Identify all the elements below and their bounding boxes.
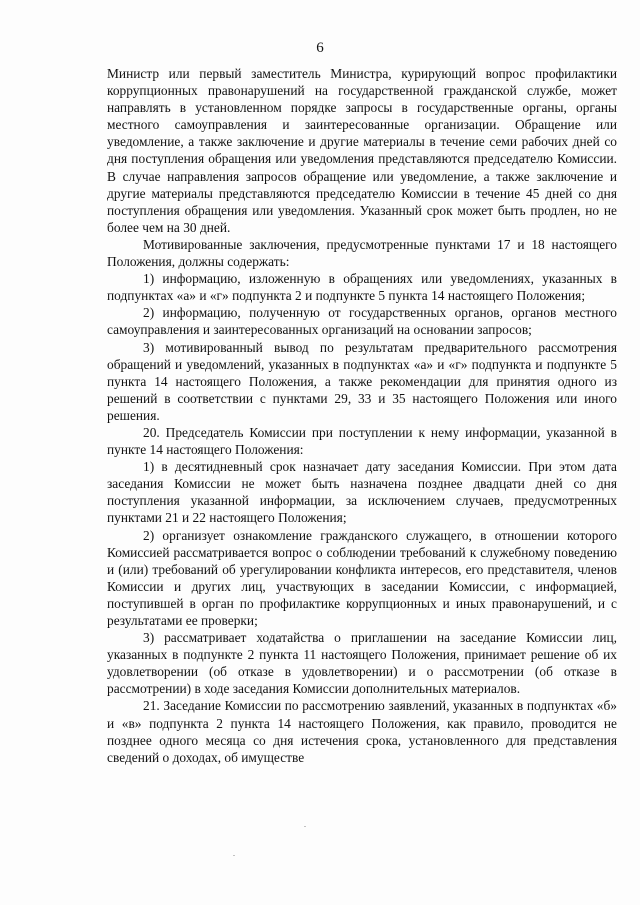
list-item-3: 3) мотивированный вывод по результатам предварительного рассмотрения обращений и уведомлений, указанных в подпунктах «а» и «г» подпункта и подпункте 5 пункта 14 настоящего Положения, а также рекомендации для принятия одного из решений в соответствии с пунктами 29, 33 и 35 настоящего Положения или иного решения. xyxy=(107,339,617,423)
paragraph-clause-21: 21. Заседание Комиссии по рассмотрению заявлений, указанных в подпунктах «б» и «в» подпункта 2 пункта 14 настоящего Положения, как правило, проводится не позднее одного месяца со дня истечения срока, установленного для представления сведений о доходах, об имуществе xyxy=(107,698,617,765)
paragraph-continuation: Министр или первый заместитель Министра, курирующий вопрос профилактики коррупционных правонарушений на государственной гражданской службе, может направлять в установленном порядке запросы в государственные органы, органы местного самоуправления и заинтересованные организации. Обращение или уведомление, а также заключение и другие материалы в течение семи рабочих дней со дня поступления обращения или уведомления представляются председателю Комиссии. В случае направления запросов обращение или уведомление, а также заключение и другие материалы представляются председателю Комиссии в течение 45 дней со дня поступления обращения или уведомления. Указанный срок может быть продлен, но не более чем на 30 дней. xyxy=(107,66,617,235)
page-number: 6 xyxy=(316,40,324,56)
document-body xyxy=(107,65,617,766)
list-item-2: 2) информацию, полученную от государственных органов, органов местного самоуправления и заинтересованных организаций на основании запросов; xyxy=(107,305,617,338)
paragraph-reasoned-conclusions: Мотивированные заключения, предусмотренные пунктами 17 и 18 настоящего Положения, должны содержать: xyxy=(107,236,617,270)
scan-speck xyxy=(233,855,235,856)
clause-20-item-2: 2) организует ознакомление гражданского служащего, в отношении которого Комиссией рассматривается вопрос о соблюдении требований к служебному поведению и (или) требований об урегулировании конфликта интересов, его представителя, членов Комиссии и других лиц, участвующих в заседании Комиссии, с информацией, поступившей в орган по профилактике коррупционных и иных правонарушений, и с результатами ее проверки; xyxy=(107,527,617,628)
list-item-1: 1) информацию, изложенную в обращениях или уведомлениях, указанных в подпунктах «а» и «г» подпункта 2 и подпункте 5 пункта 14 настоящего Положения; xyxy=(107,271,617,304)
scan-speck xyxy=(304,826,306,827)
clause-20-item-1: 1) в десятидневный срок назначает дату заседания Комиссии. При этом дата заседания Комиссии не может быть назначена позднее двадцати дней со дня поступления указанной информации, за исключением случаев, предусмотренных пунктами 21 и 22 настоящего Положения; xyxy=(107,459,617,526)
paragraph-clause-20: 20. Председатель Комиссии при поступлении к нему информации, указанной в пункте 14 настоящего Положения: xyxy=(107,424,617,458)
clause-20-item-3: 3) рассматривает ходатайства о приглашении на заседание Комиссии лиц, указанных в подпункте 2 пункта 11 настоящего Положения, принимает решение об их удовлетворении (об отказе в удовлетворении) и о рассмотрении (об отказе в рассмотрении) в ходе заседания Комиссии дополнительных материалов. xyxy=(107,630,617,697)
